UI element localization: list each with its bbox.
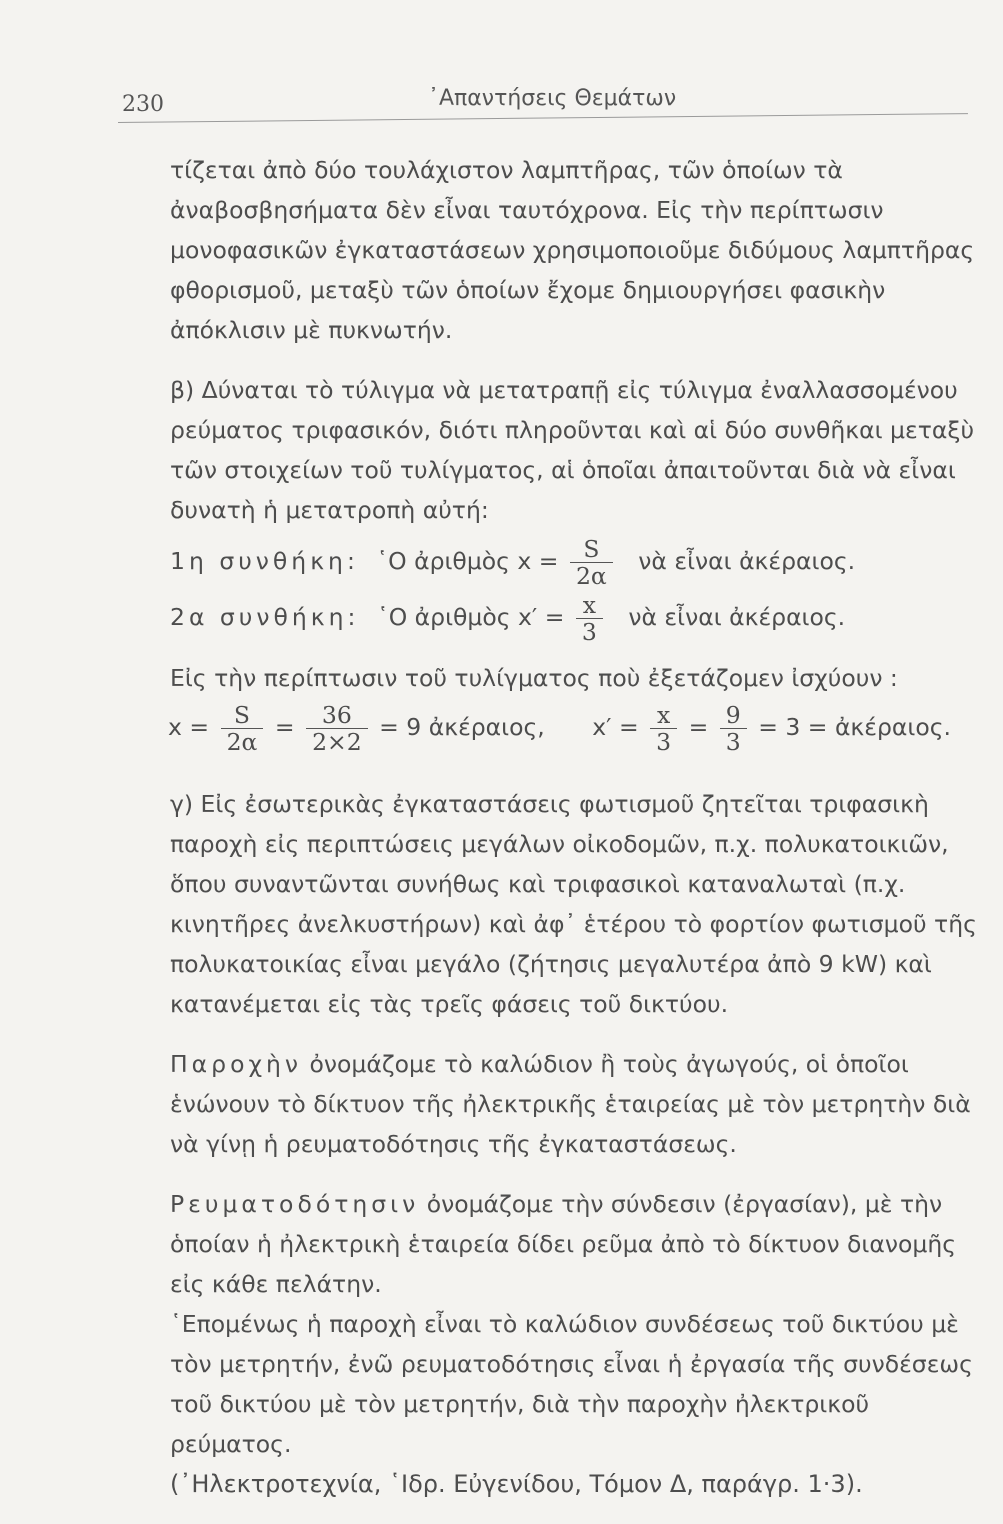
equation-lhs-1: x = — [168, 713, 210, 741]
fraction-numerator: 9 — [720, 702, 747, 729]
paragraph-beta: β) Δύναται τὸ τύλιγμα νὰ μετατραπῇ εἰς τύλιγμα ἐναλλασσομένου ρεύματος τριφασικόν, διότι πληροῦνται καὶ αἱ δύο συνθῆκαι μεταξὺ τῶν στοιχείων τοῦ τυλίγματος, αἱ ὁποῖαι ἀπαιτοῦνται διὰ νὰ εἶναι δυνατὴ ἡ μετατροπὴ αὐτή: — [170, 376, 975, 524]
condition-1-tail: νὰ εἶναι ἀκέραιος. — [638, 547, 856, 575]
condition-1 — [170, 536, 980, 592]
paragraph-paroxi-text: ὀνομάζομε τὸ καλώδιον ἢ τοὺς ἀγωγούς, οἱ ὁποῖοι ἑνώνουν τὸ δίκτυον τῆς ἠλεκτρικῆς ἑταιρείας μὲ τὸν μετρητὴν διὰ νὰ γίνῃ ἡ ρευματοδότησις τῆς ἐγκαταστάσεως. — [170, 1050, 971, 1158]
term-reumatodotisi: Ρευματοδότησιν — [170, 1190, 420, 1218]
condition-1-label: 1η συνθήκη: — [170, 547, 359, 575]
fraction-denominator: 3 — [581, 618, 597, 646]
equation-equals-1: = — [274, 713, 295, 741]
fraction-numerator: S — [221, 702, 264, 729]
page-header — [118, 86, 978, 126]
condition-1-text: ῾Ο ἀριθμὸς x = — [376, 547, 559, 575]
equation-result-1: = 9 ἀκέραιος, — [379, 713, 545, 741]
fraction-denominator: 2α — [226, 728, 258, 756]
citation: (᾿Ηλεκτροτεχνία, ῾Ιδρ. Εὐγενίδου, Τόμον Δ, παράγρ. 1·3). — [170, 1470, 863, 1498]
fraction-numerator: S — [570, 536, 613, 563]
condition-2-label: 2α συνθήκη: — [170, 603, 360, 631]
paragraph-reumatodotisi-text: ὀνομάζομε τὴν σύνδεσιν (ἐργασίαν), μὲ τὴν ὁποίαν ἡ ἠλεκτρικὴ ἑταιρεία δίδει ρεῦμα ἀπὸ τὸ δίκτυον διανομῆς εἰς κάθε πελάτην. — [170, 1190, 957, 1298]
equation-result-2: = 3 = ἀκέραιος. — [758, 713, 951, 741]
paragraph-reumatodotisi — [170, 1184, 980, 1304]
equation-lhs-2: x′ = — [592, 713, 639, 741]
equation-fraction-3 — [650, 702, 677, 755]
fraction-numerator: x — [576, 592, 603, 619]
condition-2-text: ῾Ο ἀριθμὸς x′ = — [376, 603, 565, 631]
equation-line — [168, 702, 980, 768]
fraction-numerator: 36 — [306, 702, 368, 729]
fraction-denominator: 3 — [656, 728, 672, 756]
fraction-x-over-3 — [576, 592, 603, 645]
paragraph-1: τίζεται ἀπὸ δύο τουλάχιστον λαμπτῆρας, τῶν ὁποίων τὰ ἀναβοσβησήματα δὲν εἶναι ταυτόχρονα. Εἰς τὴν περίπτωσιν μονοφασικῶν ἐγκαταστάσεων χρησιμοποιοῦμε διδύμους λαμπτῆρας φθορισμοῦ, μεταξὺ τῶν ὁποίων ἔχομε δημιουργήσει φασικὴν ἀπόκλισιν μὲ πυκνωτήν. — [170, 156, 975, 344]
term-paroxi: Παροχὴν — [170, 1050, 303, 1078]
running-head: ᾿Απαντήσεις Θεμάτων — [428, 86, 677, 111]
fraction-denominator: 2α — [575, 562, 607, 590]
equation-fraction-1 — [221, 702, 264, 755]
page-body — [170, 150, 980, 1524]
fraction-numerator: x — [650, 702, 677, 729]
fraction-s-over-2a — [570, 536, 613, 589]
fraction-denominator: 3 — [725, 728, 741, 756]
condition-2 — [170, 592, 980, 648]
header-rule — [118, 113, 968, 123]
page-number: 230 — [122, 92, 164, 117]
equation-fraction-2 — [306, 702, 368, 755]
equation-equals-2: = — [688, 713, 709, 741]
paragraph-intro-equation: Εἰς τὴν περίπτωσιν τοῦ τυλίγματος ποὺ ἐξετάζομεν ἰσχύουν : — [170, 664, 898, 692]
condition-2-tail: νὰ εἶναι ἀκέραιος. — [628, 603, 846, 631]
paragraph-conclusion: ῾Επομένως ἡ παροχὴ εἶναι τὸ καλώδιον συνδέσεως τοῦ δικτύου μὲ τὸν μετρητήν, ἐνῶ ρευματοδότησις εἶναι ἡ ἐργασία τῆς συνδέσεως τοῦ δικτύου μὲ τὸν μετρητήν, διὰ τὴν παροχὴν ἠλεκτρικοῦ ρεύματος. — [170, 1310, 973, 1458]
equation-fraction-4 — [720, 702, 747, 755]
paragraph-gamma: γ) Εἰς ἐσωτερικὰς ἐγκαταστάσεις φωτισμοῦ ζητεῖται τριφασικὴ παροχὴ εἰς περιπτώσεις μεγάλων οἰκοδομῶν, π.χ. πολυκατοικιῶν, ὅπου συναντῶνται συνήθως καὶ τριφασικοὶ καταναλωταὶ (π.χ. κινητῆρες ἀνελκυστήρων) καὶ ἀφ᾿ ἑτέρου τὸ φορτίον φωτισμοῦ τῆς πολυκατοικίας εἶναι μεγάλο (ζήτησις μεγαλυτέρα ἀπὸ 9 kW) καὶ κατανέμεται εἰς τὰς τρεῖς φάσεις τοῦ δικτύου. — [170, 790, 977, 1018]
paragraph-paroxi — [170, 1044, 980, 1164]
fraction-denominator: 2×2 — [312, 728, 362, 756]
